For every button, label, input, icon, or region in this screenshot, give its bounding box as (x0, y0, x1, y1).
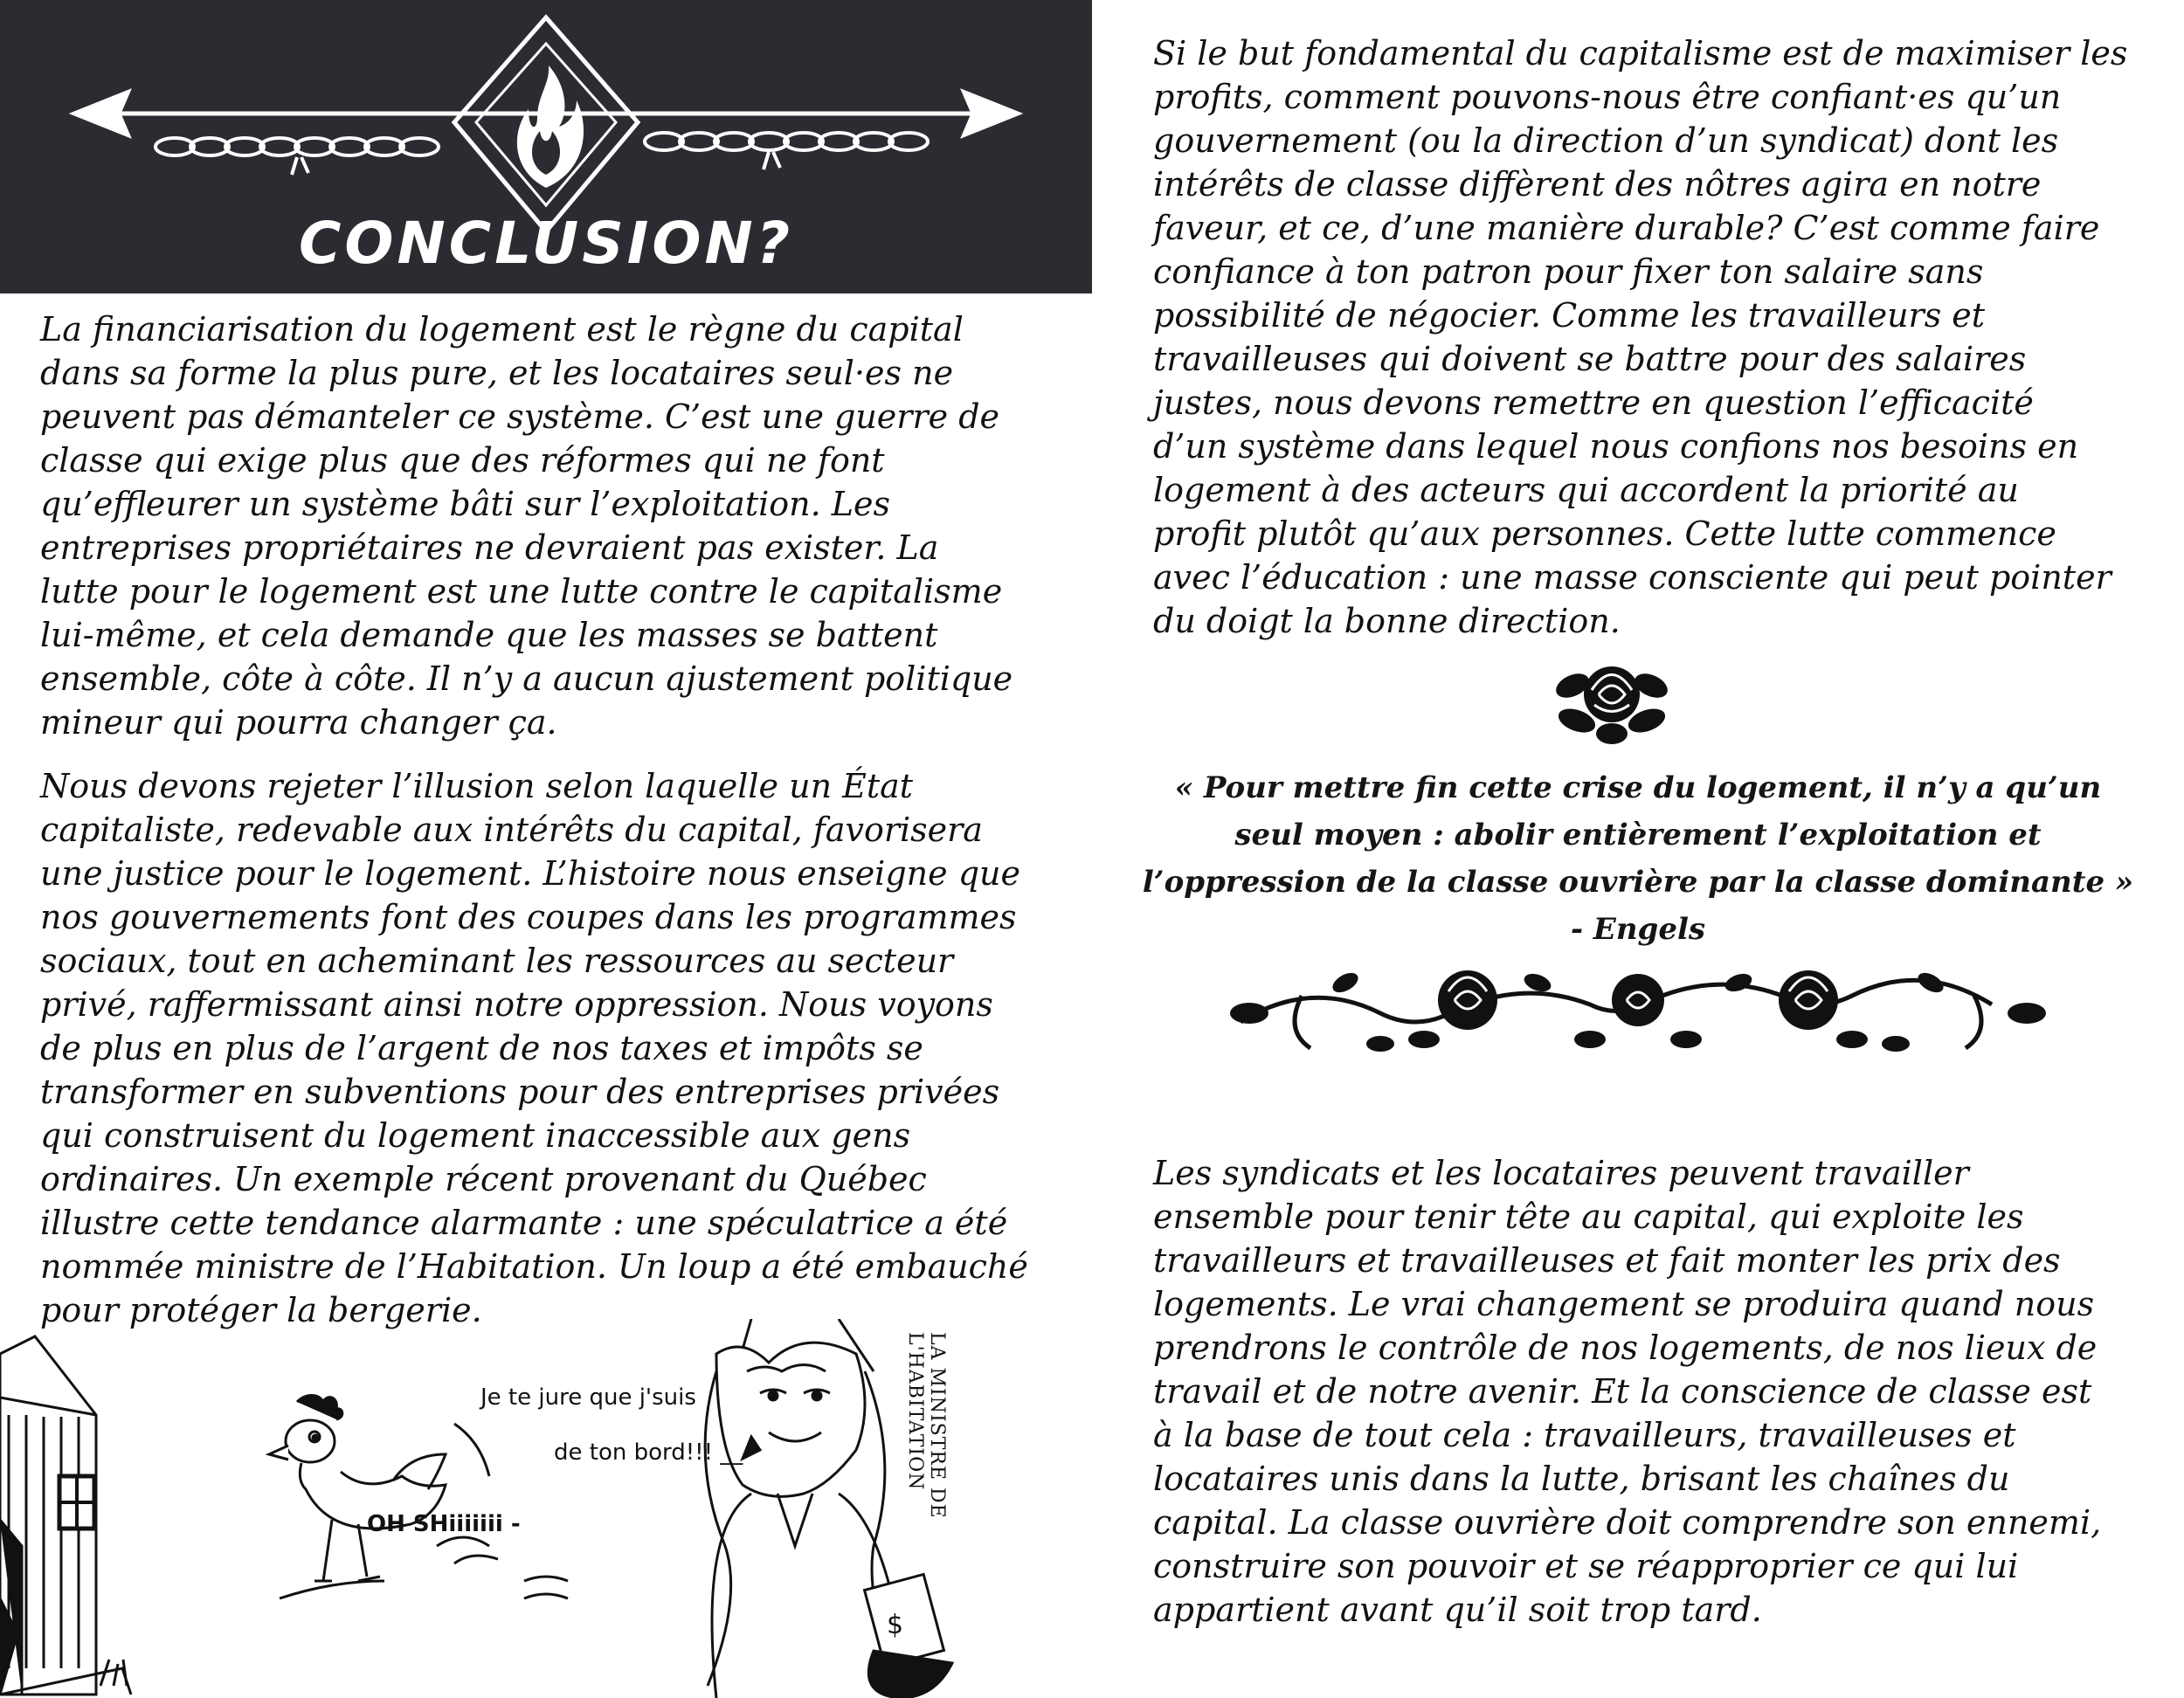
page-title: CONCLUSION? (299, 210, 793, 277)
fox-speech-line-2: de ton bord!!! __ (554, 1439, 743, 1466)
rose-icon (1555, 651, 1669, 747)
quote-author: - Engels (1570, 912, 1706, 947)
fox-speech-line-1: Je te jure que j'suis (480, 1384, 696, 1411)
svg-text:$: $ (887, 1610, 904, 1640)
hen-illustration (269, 1396, 568, 1599)
title-banner (0, 0, 1092, 293)
flame-diamond-icon (454, 17, 638, 231)
chain-icon (156, 138, 439, 175)
engels-quote (1136, 764, 2140, 953)
fox-caption: LA MINISTRE DE L'HABITATION (904, 1332, 948, 1519)
barn-illustration (0, 1336, 131, 1695)
rose-garland-icon (1223, 952, 2053, 1066)
quote-text: « Pour mettre fin cette crise du logement, il n’y a qu’un seul moyen : abolir entièrement l’exploitation et l’oppression de la classe ouvrière par la classe dominante » (1142, 770, 2134, 900)
right-paragraph-1: Si le but fondamental du capitalisme est de maximiser les profits, comment pouvons-nous être confiant·es qu’un gouvernement (ou la direction d’un syndicat) dont les intérêts de classe diffèrent des nôtres agira en notre faveur, et ce, d’une manière durable? C’est comme faire confiance à ton patron pour fixer ton salaire sans possibilité de négocier. Comme les travailleurs et travailleuses qui doivent se battre pour des salaires justes, nous devons remettre en question l’efficacité d’un système dans lequel nous confions nos besoins en logement à des acteurs qui accordent la priorité au profit plutôt qu’aux personnes. Cette lutte commence avec l’éducation : une masse consciente qui peut pointer du doigt la bonne direction. (1153, 34, 2128, 640)
right-paragraph-2: Les syndicats et les locataires peuvent travailler ensemble pour tenir tête au capital, qui exploite les travailleurs et travailleuses et fait monter les prix des logements. Le vrai changement se produira quand nous prendrons le contrôle de nos logements, de nos lieux de travail et de notre avenir. Et la conscience de classe est à la base de tout cela : travailleurs, travailleuses et locataires unis dans la lutte, brisant les chaînes du capital. La classe ouvrière doit comprendre son ennemi, construire son pouvoir et se réapproprier ce qui lui appartient avant qu’il soit trop tard. (1153, 1154, 2102, 1629)
chain-icon (645, 133, 928, 169)
left-paragraph-2: Nous devons rejeter l’illusion selon laquelle un État capitaliste, redevable aux intérêts du capital, favorisera une justice pour le logement. L’histoire nous enseigne que nos gouvernements font des coupes dans les programmes sociaux, tout en acheminant les ressources au secteur privé, raffermissant ainsi notre oppression. Nous voyons de plus en plus de l’argent de nos taxes et impôts se transformer en subventions pour des entreprises privées qui construisent du logement inaccessible aux gens ordinaires. Un exemple récent provenant du Québec illustre cette tendance alarmante : une spéculatrice a été nommée ministre de l’Habitation. Un loup a été embauché pour protéger la bergerie. (40, 767, 1028, 1329)
left-paragraph-1: La financiarisation du logement est le règne du capital dans sa forme la plus pure, et les locataires seul·es ne peuvent pas démanteler ce système. C’est une guerre de classe qui exige plus que des réformes qui ne font qu’effleurer un système bâti sur l’exploitation. Les entreprises propriétaires ne devraient pas exister. La lutte pour le logement est une lutte contre le capitalisme lui-même, et cela demande que les masses se battent ensemble, côte à côte. Il n’y a aucun ajustement politique mineur qui pourra changer ça. (40, 310, 1013, 742)
hen-speech: OH SHiiiiiii - (367, 1511, 521, 1537)
right-page (1092, 0, 2184, 1698)
